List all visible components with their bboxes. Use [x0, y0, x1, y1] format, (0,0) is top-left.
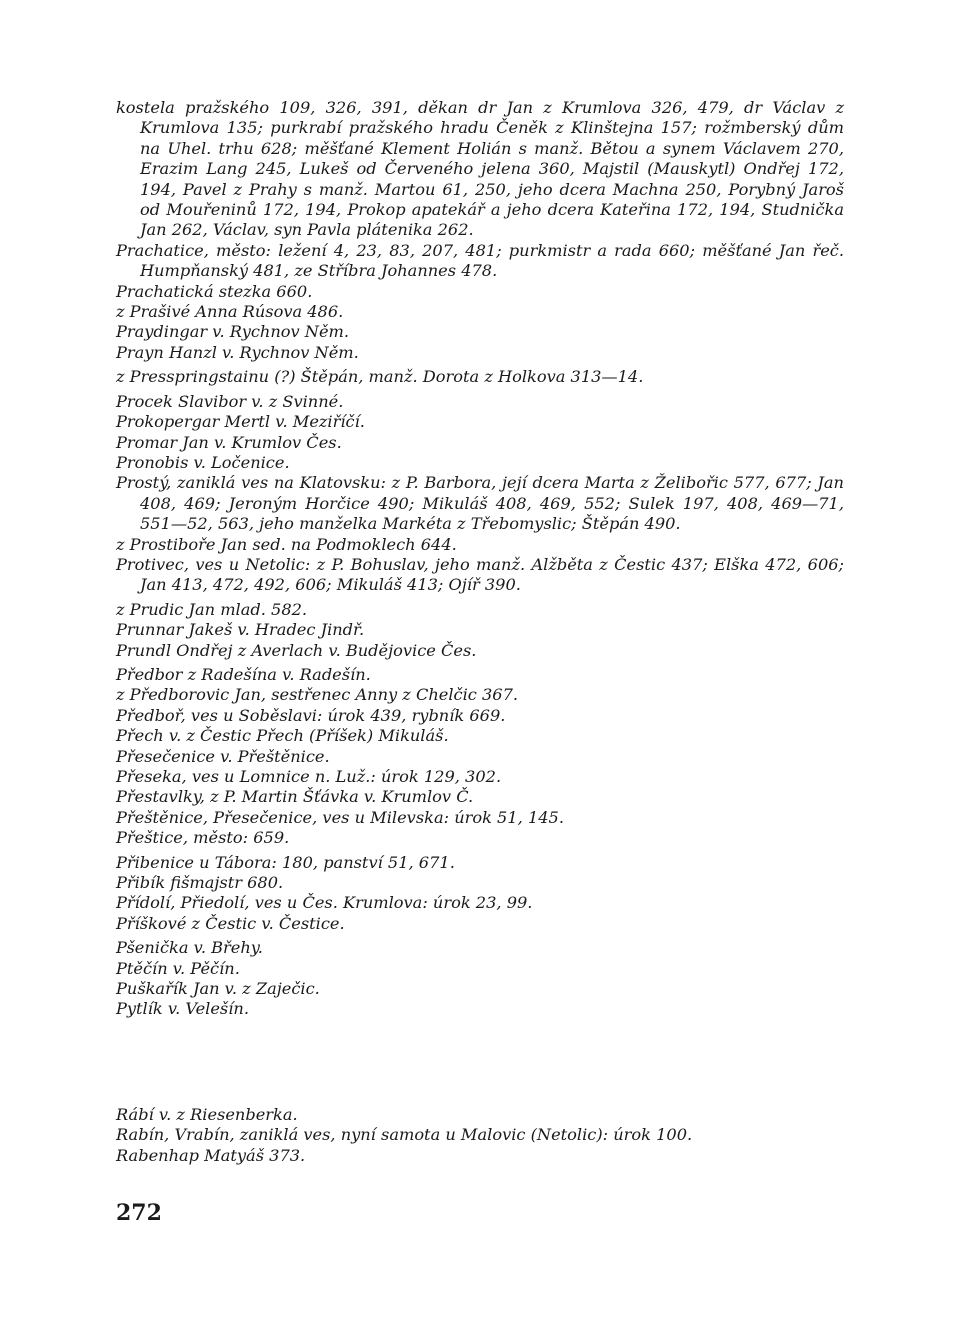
index-entry: Prunnar Jakeš v. Hradec Jindř. [116, 620, 365, 640]
index-entry: Pronobis v. Ločenice. [116, 452, 290, 472]
index-entry: Předbor z Radešína v. Radešín. [116, 664, 371, 684]
index-entry: Přeštice, město: 659. [116, 828, 290, 848]
index-entry: z Presspringstainu (?) Štěpán, manž. Dorota z Holkova 313—14. [116, 367, 644, 387]
index-entry: Přídolí, Přiedolí, ves u Čes. Krumlova: úrok 23, 99. [116, 893, 533, 913]
index-entry: Rábí v. z Riesenberka. [116, 1105, 298, 1124]
page-number: 272 [116, 1200, 162, 1226]
index-entry: Pšenička v. Břehy. [116, 938, 263, 958]
index-entry: Přesečenice v. Přeštěnice. [116, 746, 330, 766]
index-entry: z Prašivé Anna Rúsova 486. [116, 302, 344, 322]
index-entry: Přibík fišmajstr 680. [116, 873, 284, 893]
index-entry: Předboř, ves u Soběslavi: úrok 439, rybník 669. [116, 705, 506, 725]
index-entry: Přeseka, ves u Lomnice n. Luž.: úrok 129, 302. [116, 767, 502, 786]
index-entry: Rabín, Vrabín, zaniklá ves, nyní samota u Malovic (Netolic): úrok 100. [116, 1125, 693, 1145]
index-entry: Přeštěnice, Přesečenice, ves u Milevska: úrok 51, 145. [116, 807, 564, 827]
index-entry: Prachatice, město: ležení 4, 23, 83, 207, 481; purkmistr a rada 660; měšťané Jan řeč. Humpňanský 481, ze Stříbra Johannes 478. [116, 240, 844, 281]
index-entry: Promar Jan v. Krumlov Čes. [116, 432, 342, 452]
index-entry: Přech v. z Čestic Přech (Příšek) Mikuláš. [116, 726, 449, 746]
index-entry: z Prostiboře Jan sed. na Podmoklech 644. [116, 534, 457, 554]
index-entries-r [116, 1105, 844, 1166]
index-entry: Praydingar v. Rychnov Něm. [116, 322, 350, 342]
index-entry: Prostý, zaniklá ves na Klatovsku: z P. Barbora, její dcera Marta z Želibořic 577, 677; Jan 408, 469; Jeroným Horčice 490; Mikuláš 408, 469, 552; Sulek 197, 408, 469—71, 551—52, 563, jeho manželka Markéta z Třebomyslic; Štěpán 490. [116, 473, 844, 534]
index-entries-p [116, 98, 844, 1020]
index-entry: Prayn Hanzl v. Rychnov Něm. [116, 342, 359, 362]
index-entry: Procek Slavibor v. z Svinné. [116, 391, 344, 411]
index-entry: Rabenhap Matyáš 373. [116, 1145, 306, 1165]
index-entry: kostela pražského 109, 326, 391, děkan dr Jan z Krumlova 326, 479, dr Václav z Krumlova 135; purkrabí pražského hradu Čeněk z Klinštejna 157; rožmberský dům na Uhel. trhu 628; měšťané Klement Holián s manž. Bětou a synem Václavem 270, Erazim Lang 245, Lukeš od Červeného jelena 360, Majstil (Mauskytl) Ondřej 172, 194, Pavel z Prahy s manž. Martou 61, 250, jeho dcera Machna 250, Porybný Jaroš od Mouřeninů 172, 194, Prokop apatekář a jeho dcera Kateřina 172, 194, Studnička Jan 262, Václav, syn Pavla plátenika 262. [116, 98, 844, 240]
index-entry: z Prudic Jan mlad. 582. [116, 599, 308, 619]
index-entry: Prokopergar Mertl v. Meziříčí. [116, 412, 365, 432]
index-entry: Prachatická stezka 660. [116, 281, 313, 301]
index-entry: Ptěčín v. Pěčín. [116, 958, 240, 978]
index-entry: Pytlík v. Velešín. [116, 999, 249, 1019]
index-entry: Prundl Ondřej z Averlach v. Budějovice Čes. [116, 640, 477, 660]
index-entry: Příškové z Čestic v. Čestice. [116, 913, 345, 933]
index-entry: Protivec, ves u Netolic: z P. Bohuslav, jeho manž. Alžběta z Čestic 437; Elška 472, 606; Jan 413, 472, 492, 606; Mikuláš 413; Ojíř 390. [116, 554, 844, 595]
index-entry: Puškařík Jan v. z Zaječic. [116, 979, 320, 999]
index-entry: Přestavlky, z P. Martin Šťávka v. Krumlov Č. [116, 787, 474, 807]
index-entry: Přibenice u Tábora: 180, panství 51, 671. [116, 852, 455, 872]
index-entry: z Předborovic Jan, sestřenec Anny z Chelčic 367. [116, 685, 519, 705]
